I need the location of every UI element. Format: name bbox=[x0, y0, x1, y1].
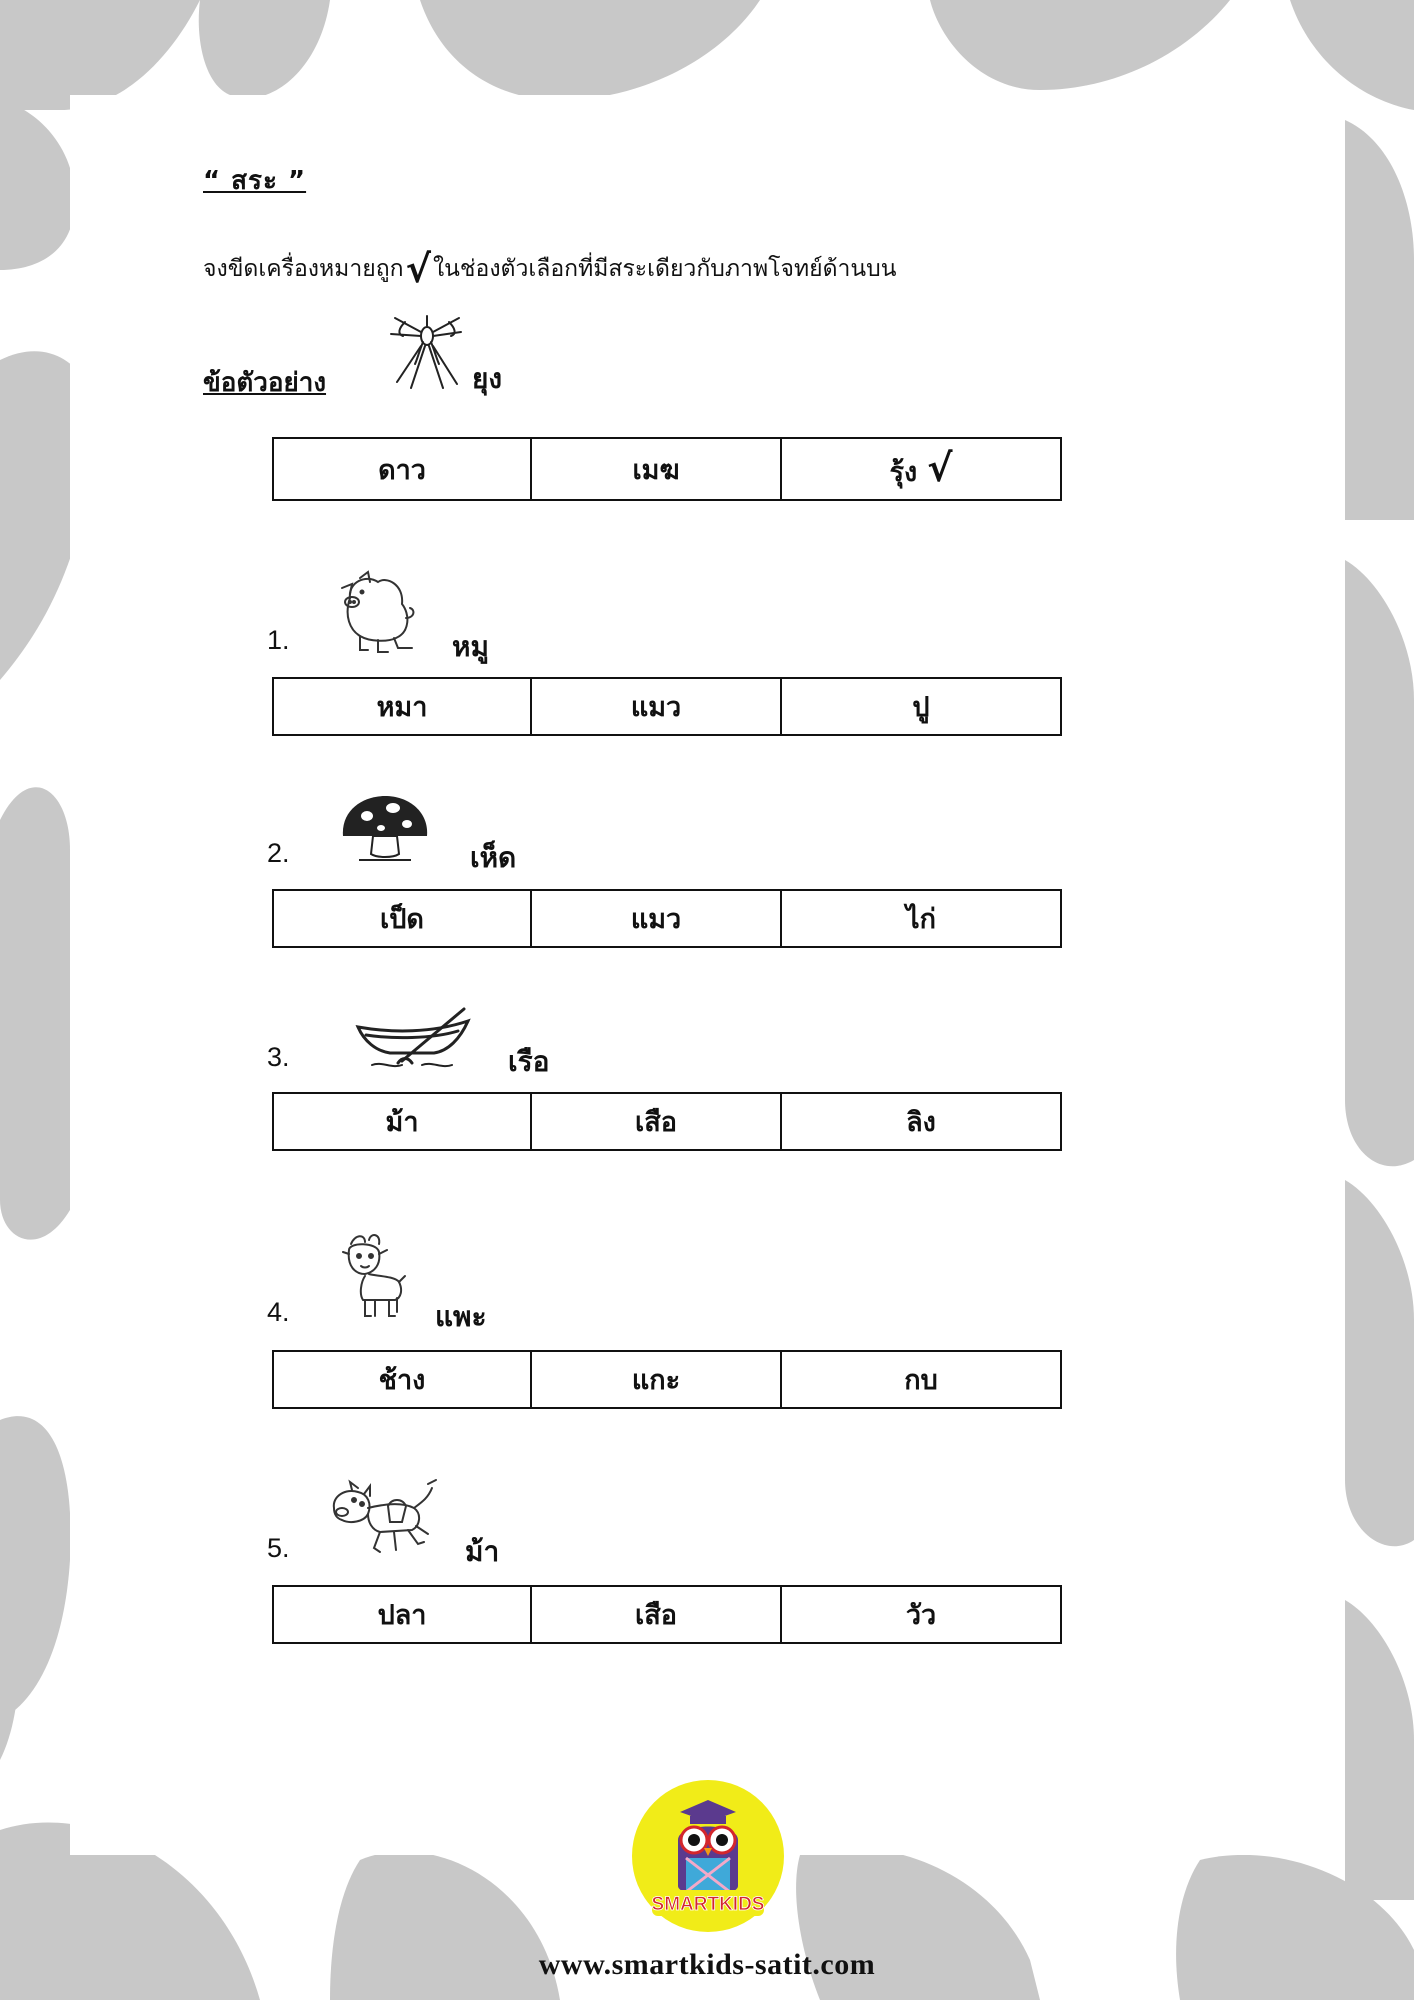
question-1-word: หมู bbox=[452, 630, 489, 663]
question-1-option-1[interactable]: หมา bbox=[273, 678, 531, 735]
question-5-options-table bbox=[272, 1585, 1062, 1644]
question-2-options-table bbox=[272, 889, 1062, 948]
example-option-3[interactable] bbox=[781, 438, 1061, 500]
website-url[interactable]: www.smartkids-satit.com bbox=[538, 1948, 876, 1981]
question-4-word: แพะ bbox=[435, 1300, 487, 1333]
smartkids-logo bbox=[630, 1778, 786, 1934]
question-3-option-2[interactable]: เสือ bbox=[531, 1093, 781, 1150]
example-label: ข้อตัวอย่าง bbox=[203, 368, 327, 398]
example-option-3-label: รุ้ง bbox=[889, 456, 918, 488]
check-mark-icon: √ bbox=[927, 445, 953, 490]
worksheet-title: “ สระ ” bbox=[203, 166, 307, 196]
question-2-option-3[interactable]: ไก่ bbox=[781, 890, 1061, 947]
question-5-option-1[interactable]: ปลา bbox=[273, 1586, 531, 1643]
boat-icon bbox=[352, 1005, 474, 1073]
goat-icon bbox=[335, 1232, 410, 1322]
question-4-option-2[interactable]: แกะ bbox=[531, 1351, 781, 1408]
instruction-text bbox=[203, 247, 897, 291]
question-3-option-1[interactable]: ม้า bbox=[273, 1093, 531, 1150]
question-3-options-table bbox=[272, 1092, 1062, 1151]
question-4-option-3[interactable]: กบ bbox=[781, 1351, 1061, 1408]
mushroom-icon bbox=[337, 792, 432, 867]
question-4-number: 4. bbox=[267, 1297, 290, 1327]
question-4-options-table bbox=[272, 1350, 1062, 1409]
example-options-table bbox=[272, 437, 1062, 501]
question-5-number: 5. bbox=[267, 1533, 290, 1563]
example-option-1[interactable]: ดาว bbox=[273, 438, 531, 500]
question-3-word: เรือ bbox=[508, 1045, 550, 1078]
question-3-number: 3. bbox=[267, 1042, 290, 1072]
question-2-word: เห็ด bbox=[470, 841, 517, 874]
question-5-option-2[interactable]: เสือ bbox=[531, 1586, 781, 1643]
question-3-option-3[interactable]: ลิง bbox=[781, 1093, 1061, 1150]
instruction-start: จงขีดเครื่องหมายถูก bbox=[203, 256, 404, 282]
mosquito-icon bbox=[385, 312, 465, 392]
question-2-option-1[interactable]: เป็ด bbox=[273, 890, 531, 947]
question-1-number: 1. bbox=[267, 625, 290, 655]
pig-icon bbox=[330, 568, 420, 658]
example-word: ยุง bbox=[472, 362, 503, 395]
example-option-2[interactable]: เมฆ bbox=[531, 438, 781, 500]
logo-text: SMARTKIDS bbox=[651, 1894, 765, 1915]
horse-icon bbox=[328, 1478, 440, 1560]
question-2-option-2[interactable]: แมว bbox=[531, 890, 781, 947]
instruction-end: ในช่องตัวเลือกที่มีสระเดียวกับภาพโจทย์ด้านบน bbox=[432, 256, 897, 282]
question-2-number: 2. bbox=[267, 838, 290, 868]
question-1-option-2[interactable]: แมว bbox=[531, 678, 781, 735]
question-1-options-table bbox=[272, 677, 1062, 736]
question-5-option-3[interactable]: วัว bbox=[781, 1586, 1061, 1643]
question-1-option-3[interactable]: ปู bbox=[781, 678, 1061, 735]
question-5-word: ม้า bbox=[465, 1535, 500, 1568]
check-mark-icon: √ bbox=[405, 247, 431, 291]
question-4-option-1[interactable]: ช้าง bbox=[273, 1351, 531, 1408]
